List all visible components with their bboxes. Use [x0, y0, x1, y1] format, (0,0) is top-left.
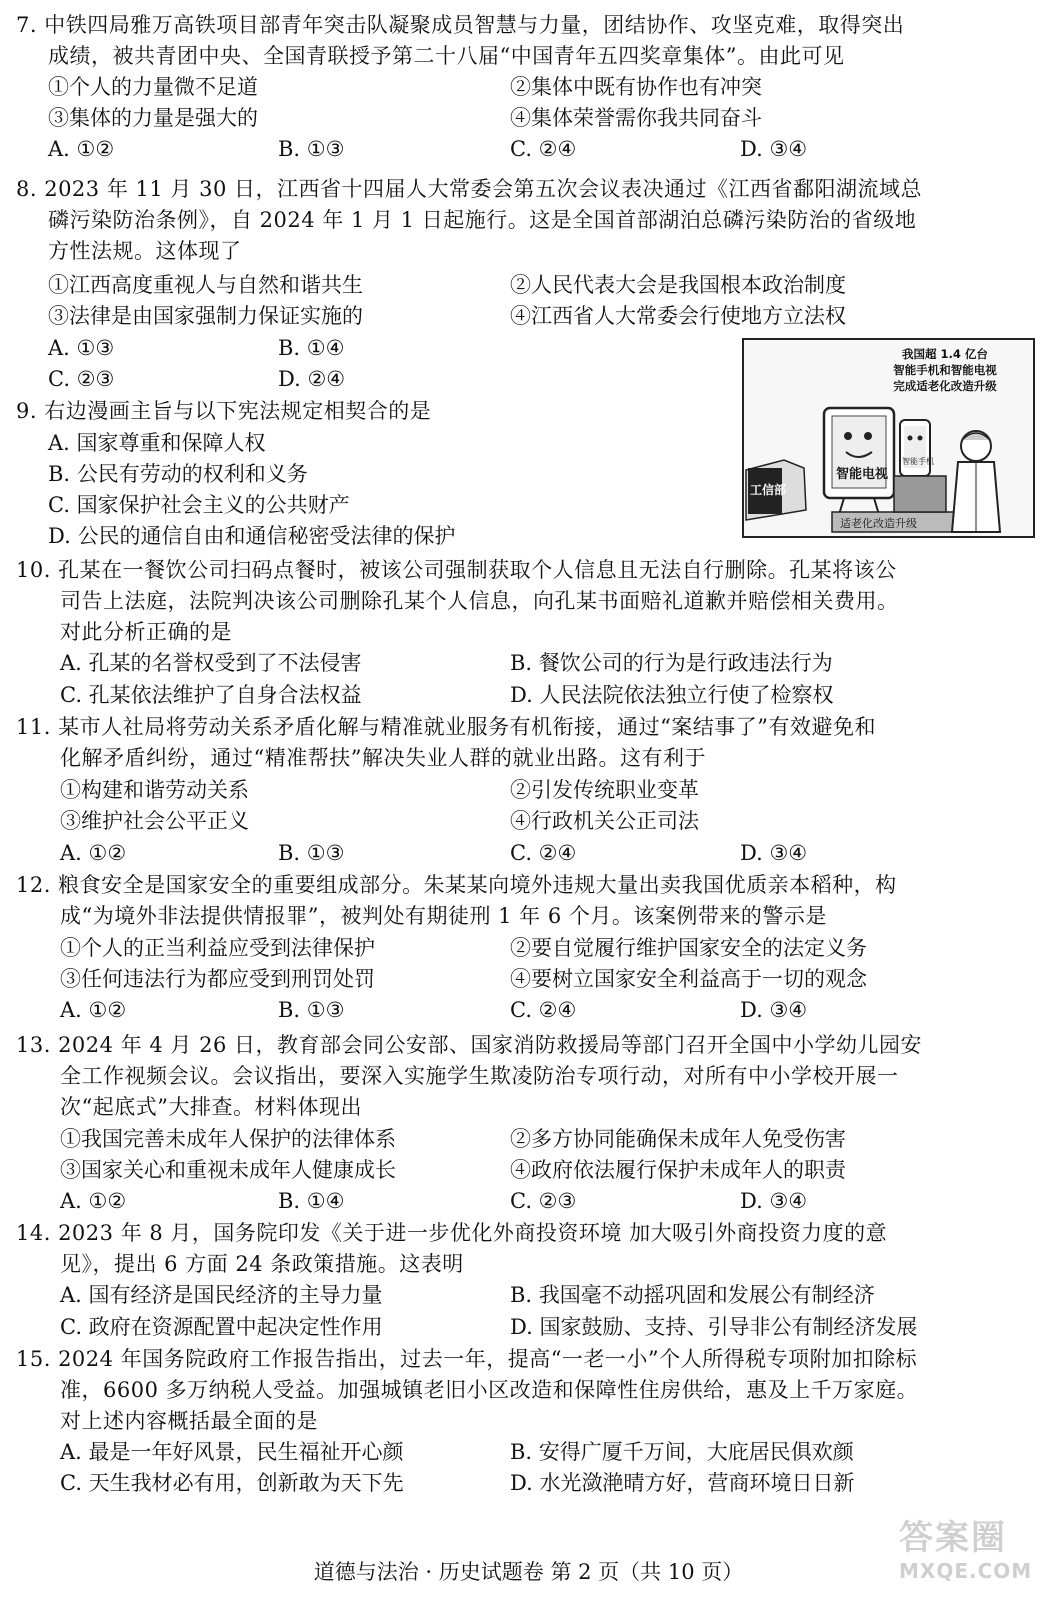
q8-option-4: ④江西省人大常委会行使地方立法权 — [510, 304, 846, 328]
q12-stem-line2: 成“为境外非法提供情报罪”，被判处有期徒刑 1 年 6 个月。该案例带来的警示是 — [60, 904, 827, 928]
q12-choice-d: D. ③④ — [740, 998, 808, 1022]
ministry-label: 工信部 — [750, 483, 787, 497]
q11-choice-a: A. ①② — [60, 841, 127, 865]
q12-stem-line1: 12. 粮食安全是国家安全的重要组成部分。朱某某向境外违规大量出卖我国优质亲本稻种，构 — [16, 873, 897, 897]
q13-choice-a: A. ①② — [60, 1189, 127, 1213]
q11-option-2: ②引发传统职业变革 — [510, 778, 699, 802]
q8-choice-b: B. ①④ — [278, 336, 345, 360]
q8-stem-line3: 方性法规。这体现了 — [48, 239, 242, 263]
q9-choice-a: A. 国家尊重和保障人权 — [48, 431, 266, 455]
page-footer: 道德与法治 · 历史试题卷 第 2 页（共 10 页） — [313, 1560, 744, 1584]
q11-stem-line1: 11. 某市人社局将劳动关系矛盾化解与精准就业服务有机衔接，通过“案结事了”有效避免和 — [16, 715, 877, 739]
q14-choice-a: A. 国有经济是国民经济的主导力量 — [60, 1283, 383, 1307]
q8-stem-line2: 磷污染防治条例》，自 2024 年 1 月 1 日起施行。这是全国首部湖泊总磷污染防治的省级地 — [48, 208, 917, 232]
q8-choice-d: D. ②④ — [278, 367, 346, 391]
q7-option-4: ④集体荣誉需你我共同奋斗 — [510, 106, 762, 130]
q10-choice-a: A. 孔某的名誉权受到了不法侵害 — [60, 651, 362, 675]
q15-choice-b: B. 安得广厦千万间，大庇居民俱欢颜 — [510, 1440, 854, 1464]
pedestal-label: 适老化改造升级 — [840, 517, 917, 530]
q15-stem-line3: 对上述内容概括最全面的是 — [60, 1409, 318, 1433]
q15-choice-d: D. 水光潋滟晴方好，营商环境日日新 — [510, 1471, 855, 1495]
q8-option-3: ③法律是由国家强制力保证实施的 — [48, 304, 363, 328]
q12-option-1: ①个人的正当利益应受到法律保护 — [60, 936, 375, 960]
q11-choice-d: D. ③④ — [740, 841, 808, 865]
q9-choice-c: C. 国家保护社会主义的公共财产 — [48, 493, 350, 517]
q15-stem-line1: 15. 2024 年国务院政府工作报告指出，过去一年，提高“一老一小”个人所得税专项附加扣除标 — [16, 1347, 918, 1371]
phone-label: 智能手机 — [902, 457, 934, 466]
q13-choice-b: B. ①④ — [278, 1189, 345, 1213]
q7-choice-a: A. ①② — [48, 137, 115, 161]
cartoon-caption-line3: 完成适老化改造升级 — [893, 379, 997, 393]
q7-option-3: ③集体的力量是强大的 — [48, 106, 258, 130]
q8-option-1: ①江西高度重视人与自然和谐共生 — [48, 273, 363, 297]
q15-choice-c: C. 天生我材必有用，创新敢为天下先 — [60, 1471, 404, 1495]
q12-choice-c: C. ②④ — [510, 998, 577, 1022]
q13-stem-line1: 13. 2024 年 4 月 26 日，教育部会同公安部、国家消防救援局等部门召开全国中小学幼儿园安 — [16, 1033, 922, 1057]
q12-option-4: ④要树立国家安全利益高于一切的观念 — [510, 967, 867, 991]
smart-phone-icon — [900, 420, 930, 476]
watermark-mark: 答案圈 — [899, 1518, 1007, 1558]
q13-stem-line3: 次“起底式”大排查。材料体现出 — [60, 1095, 362, 1119]
q13-option-3: ③国家关心和重视未成年人健康成长 — [60, 1158, 396, 1182]
q13-option-4: ④政府依法履行保护未成年人的职责 — [510, 1158, 846, 1182]
q11-option-3: ③维护社会公平正义 — [60, 809, 249, 833]
q11-option-4: ④行政机关公正司法 — [510, 809, 699, 833]
q8-choice-c: C. ②③ — [48, 367, 115, 391]
q13-option-2: ②多方协同能确保未成年人免受伤害 — [510, 1127, 846, 1151]
q13-choice-d: D. ③④ — [740, 1189, 808, 1213]
q8-stem-line1: 8. 2023 年 11 月 30 日，江西省十四届人大常委会第五次会议表决通过《江西省鄱阳湖流域总 — [16, 177, 922, 201]
q14-stem-line2: 见》，提出 6 方面 24 条政策措施。这表明 — [60, 1252, 464, 1276]
q10-stem-line3: 对此分析正确的是 — [60, 620, 232, 644]
q14-choice-b: B. 我国毫不动摇巩固和发展公有制经济 — [510, 1283, 875, 1307]
q10-choice-d: D. 人民法院依法独立行使了检察权 — [510, 683, 834, 707]
q7-option-2: ②集体中既有协作也有冲突 — [510, 75, 762, 99]
q10-stem-line1: 10. 孔某在一餐饮公司扫码点餐时，被该公司强制获取个人信息且无法自行删除。孔某将该公 — [16, 558, 897, 582]
q11-choice-c: C. ②④ — [510, 841, 577, 865]
q11-choice-b: B. ①③ — [278, 841, 345, 865]
q10-choice-b: B. 餐饮公司的行为是行政违法行为 — [510, 651, 833, 675]
q7-option-1: ①个人的力量微不足道 — [48, 75, 258, 99]
q9-choice-b: B. 公民有劳动的权利和义务 — [48, 462, 308, 486]
q8-option-2: ②人民代表大会是我国根本政治制度 — [510, 273, 846, 297]
cartoon-caption-line2: 智能手机和智能电视 — [893, 363, 997, 377]
q14-choice-c: C. 政府在资源配置中起决定性作用 — [60, 1315, 383, 1339]
q12-option-2: ②要自觉履行维护国家安全的法定义务 — [510, 936, 867, 960]
q7-choice-d: D. ③④ — [740, 137, 808, 161]
smart-tv-icon — [824, 408, 894, 518]
cartoon-caption-line1: 我国超 1.4 亿台 — [902, 347, 988, 361]
q11-option-1: ①构建和谐劳动关系 — [60, 778, 249, 802]
q10-stem-line2: 司告上法庭，法院判决该公司删除孔某个人信息，向孔某书面赔礼道歉并赔偿相关费用。 — [60, 589, 899, 613]
watermark-site: MXQE.COM — [899, 1559, 1033, 1583]
cartoon-illustration — [742, 338, 1035, 538]
cartoon-drawing — [744, 340, 1033, 536]
tv-label: 智能电视 — [836, 467, 889, 482]
q7-choice-b: B. ①③ — [278, 137, 345, 161]
site-watermark — [899, 1510, 1049, 1590]
q9-choice-d: D. 公民的通信自由和通信秘密受法律的保护 — [48, 524, 456, 548]
q7-choice-c: C. ②④ — [510, 137, 577, 161]
q15-choice-a: A. 最是一年好风景，民生福祉开心颜 — [60, 1440, 404, 1464]
q13-stem-line2: 全工作视频会议。会议指出，要深入实施学生欺凌防治专项行动，对所有中小学校开展一 — [60, 1064, 899, 1088]
q7-stem-line1: 7. 中铁四局雅万高铁项目部青年突击队凝聚成员智慧与力量，团结协作、攻坚克难，取得突出 — [16, 13, 905, 37]
q9-stem: 9. 右边漫画主旨与以下宪法规定相契合的是 — [16, 399, 432, 423]
q13-choice-c: C. ②③ — [510, 1189, 577, 1213]
q12-choice-b: B. ①③ — [278, 998, 345, 1022]
q8-choice-a: A. ①③ — [48, 336, 115, 360]
q11-stem-line2: 化解矛盾纠纷，通过“精准帮扶”解决失业人群的就业出路。这有利于 — [60, 746, 706, 770]
q10-choice-c: C. 孔某依法维护了自身合法权益 — [60, 683, 362, 707]
q13-option-1: ①我国完善未成年人保护的法律体系 — [60, 1127, 396, 1151]
q7-stem-line2: 成绩，被共青团中央、全国青联授予第二十八届“中国青年五四奖章集体”。由此可见 — [48, 44, 845, 68]
q15-stem-line2: 准，6600 多万纳税人受益。加强城镇老旧小区改造和保障性住房供给，惠及上千万家庭。 — [60, 1378, 919, 1402]
q12-choice-a: A. ①② — [60, 998, 127, 1022]
elderly-person-icon — [952, 431, 1000, 532]
q14-stem-line1: 14. 2023 年 8 月，国务院印发《关于进一步优化外商投资环境 加大吸引外商投资力度的意 — [16, 1221, 888, 1245]
q12-option-3: ③任何违法行为都应受到刑罚处罚 — [60, 967, 375, 991]
q14-choice-d: D. 国家鼓励、支持、引导非公有制经济发展 — [510, 1315, 918, 1339]
